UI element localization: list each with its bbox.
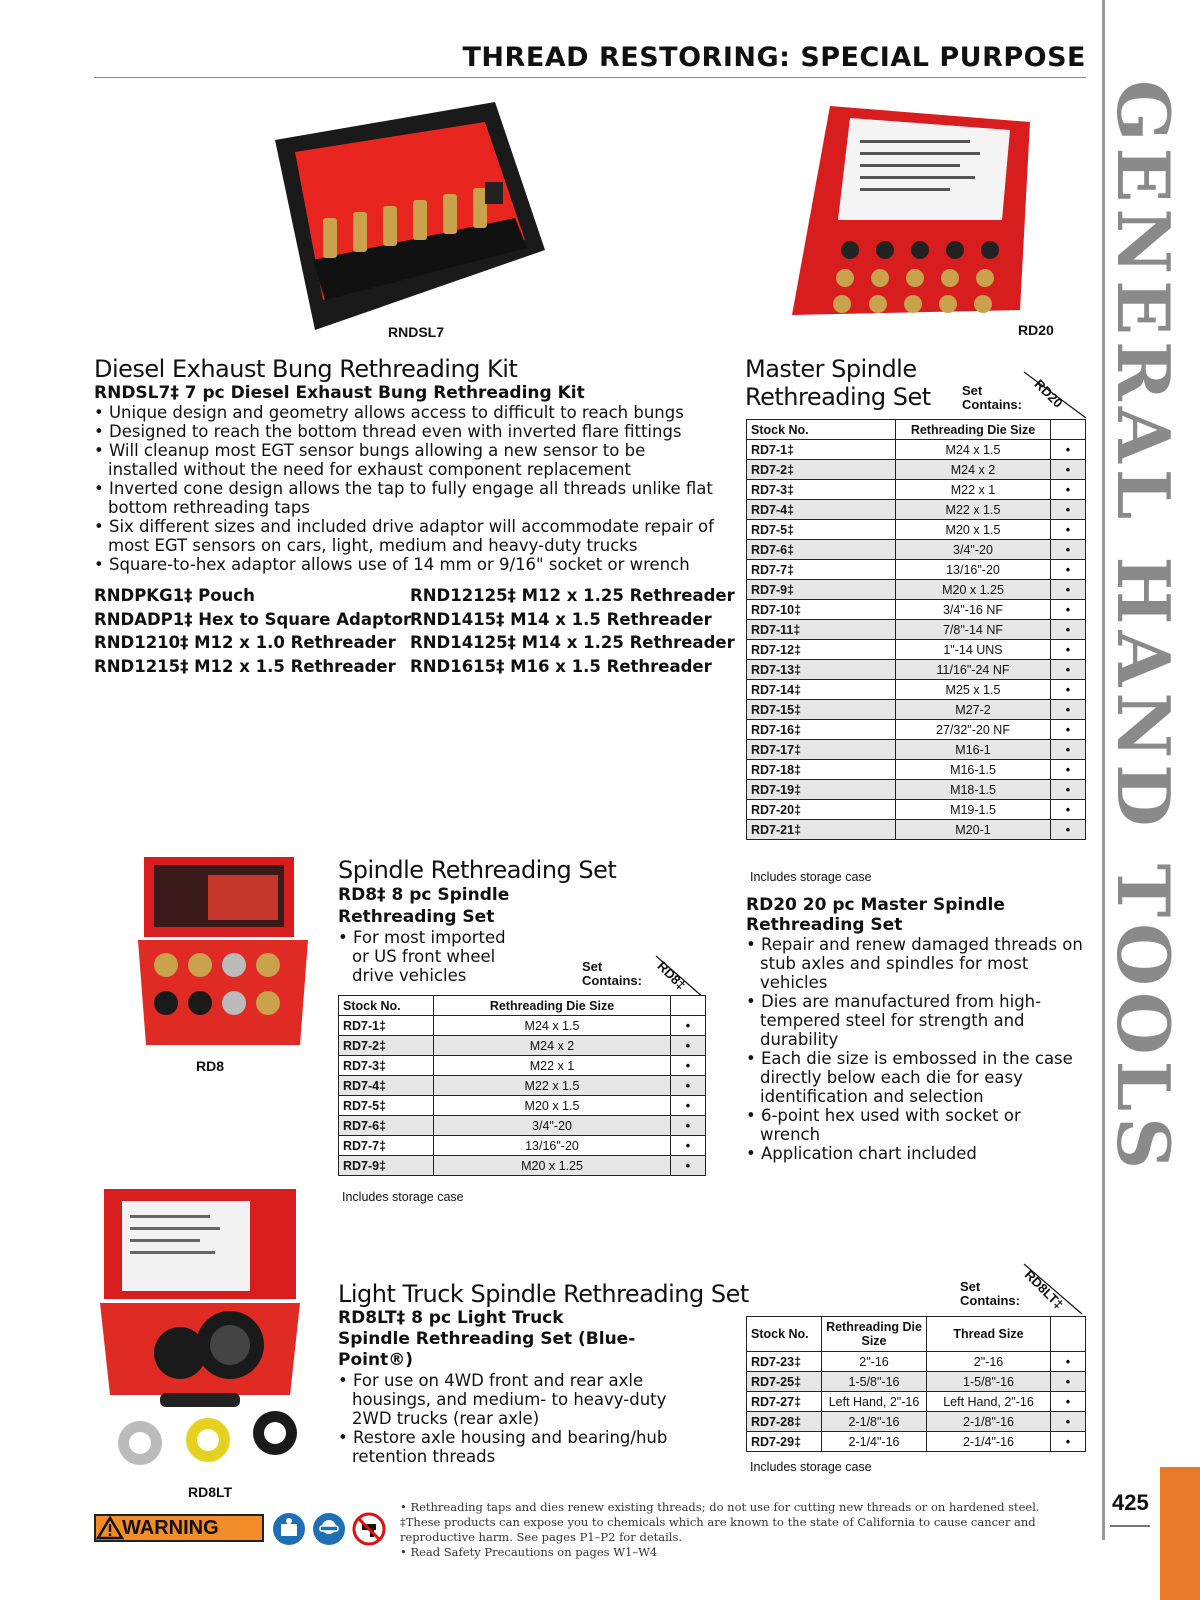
spindle-title: Spindle Rethreading Set — [338, 856, 617, 884]
page-tab — [1160, 1467, 1200, 1600]
bullet: • Application chart included — [746, 1144, 1086, 1163]
size-cell: 27/32"-20 NF — [896, 720, 1051, 740]
bullet: • Each die size is embossed in the case directly below each die for easy identification and selection — [746, 1049, 1086, 1106]
size-cell: M22 x 1 — [434, 1056, 671, 1076]
accessory-item: RNDADP1‡ Hex to Square Adaptor — [94, 609, 412, 629]
size-cell: M24 x 2 — [434, 1036, 671, 1056]
size-cell: 7/8"-14 NF — [896, 620, 1051, 640]
table-row — [747, 440, 1086, 460]
lighttruck-title: Light Truck Spindle Rethreading Set — [338, 1280, 749, 1308]
size-cell: M16-1 — [896, 740, 1051, 760]
table-row — [747, 600, 1086, 620]
size-cell: M20 x 1.5 — [896, 520, 1051, 540]
size-cell: M25 x 1.5 — [896, 680, 1051, 700]
size-cell: Left Hand, 2"-16 — [927, 1392, 1051, 1412]
stock-number-cell: RD7-2‡ — [747, 460, 896, 480]
size-cell: M19-1.5 — [896, 800, 1051, 820]
lighttruck-table — [746, 1316, 1086, 1452]
column-header: Stock No. — [339, 996, 434, 1016]
bullet: • Dies are manufactured from high-tempered steel for strength and durability — [746, 992, 1086, 1049]
rd8-case-image — [138, 855, 308, 1050]
lighttruck-set-code: RD8LT‡ — [1021, 1267, 1067, 1312]
stock-number-cell: RD7-25‡ — [747, 1372, 822, 1392]
rd20-caption: RD20 — [1018, 322, 1054, 338]
size-cell: M24 x 2 — [896, 460, 1051, 480]
master-bullets — [746, 935, 1086, 1163]
bullet: • Inverted cone design allows the tap to fully engage all threads unlike flat bottom rethreading taps — [94, 479, 714, 517]
table-row — [747, 660, 1086, 680]
accessory-item: RND14125‡ M14 x 1.25 Rethreader — [410, 633, 735, 652]
spindle-subtitle: RD8‡ 8 pc Spindle Rethreading Set — [338, 885, 510, 927]
bullet: • Will cleanup most EGT sensor bungs allowing a new sensor to be installed without the need for exhaust component replacement — [94, 441, 714, 479]
included-mark-cell: • — [1051, 780, 1086, 800]
size-cell: M22 x 1.5 — [896, 500, 1051, 520]
master-title-line2: Rethreading Set — [745, 383, 931, 411]
stock-number-cell: RD7-10‡ — [747, 600, 896, 620]
included-mark-cell: • — [1051, 1412, 1086, 1432]
size-cell: M27-2 — [896, 700, 1051, 720]
included-mark-cell: • — [671, 1076, 706, 1096]
table-row — [747, 800, 1086, 820]
stock-number-cell: RD7-28‡ — [747, 1412, 822, 1432]
column-header: Thread Size — [927, 1317, 1051, 1352]
bullet: • Restore axle housing and bearing/hub retention threads — [338, 1428, 668, 1466]
stock-number-cell: RD7-21‡ — [747, 820, 896, 840]
page-number-rule — [1110, 1525, 1150, 1527]
spindle-bullets — [338, 928, 523, 985]
diesel-subtitle: RNDSL7‡ 7 pc Diesel Exhaust Bung Rethreading Kit — [94, 383, 585, 403]
lighttruck-subtitle: RD8LT‡ 8 pc Light Truck Spindle Rethreading Set (Blue-Point®) — [338, 1308, 636, 1370]
included-mark-cell: • — [1051, 520, 1086, 540]
master-set-contains: Set Contains: — [962, 383, 1022, 412]
included-mark-cell: • — [1051, 1432, 1086, 1452]
table-row — [747, 760, 1086, 780]
size-cell: 1-5/8"-16 — [927, 1372, 1051, 1392]
read-manual-icon — [272, 1512, 306, 1546]
warning-triangle-icon — [96, 1516, 124, 1540]
table-row — [747, 640, 1086, 660]
size-cell: 1-5/8"-16 — [822, 1372, 927, 1392]
eye-protection-icon — [312, 1512, 346, 1546]
rndsl7-caption: RNDSL7 — [388, 324, 445, 340]
diesel-title: Diesel Exhaust Bung Rethreading Kit — [94, 355, 518, 383]
included-mark-cell: • — [671, 1056, 706, 1076]
master-table — [746, 419, 1086, 840]
size-cell: M22 x 1.5 — [434, 1076, 671, 1096]
column-header — [1051, 420, 1086, 440]
bullet: • Six different sizes and included drive adaptor will accommodate repair of most EGT sensors on cars, light, medium and heavy-duty trucks — [94, 517, 714, 555]
stock-number-cell: RD7-17‡ — [747, 740, 896, 760]
included-mark-cell: • — [671, 1116, 706, 1136]
table-row — [339, 1116, 706, 1136]
accessory-item: RND1215‡ M12 x 1.5 Rethreader — [94, 656, 396, 676]
footer-notes — [400, 1500, 1080, 1560]
stock-number-cell: RD7-4‡ — [339, 1076, 434, 1096]
master-storage-note: Includes storage case — [750, 870, 872, 884]
rndsl7-pouch-image — [245, 100, 550, 335]
stock-number-cell: RD7-29‡ — [747, 1432, 822, 1452]
master-subtitle: RD20 20 pc Master Spindle Rethreading Set — [746, 895, 1005, 935]
size-cell: Left Hand, 2"-16 — [822, 1392, 927, 1412]
stock-number-cell: RD7-16‡ — [747, 720, 896, 740]
included-mark-cell: • — [1051, 620, 1086, 640]
footer-note: • Rethreading taps and dies renew existing threads; do not use for cutting new threads or on hardened steel. — [400, 1500, 1040, 1514]
stock-number-cell: RD7-14‡ — [747, 680, 896, 700]
accessory-item: RND1615‡ M16 x 1.5 Rethreader — [410, 656, 712, 676]
header-rule — [94, 77, 1086, 78]
included-mark-cell: • — [1051, 740, 1086, 760]
rd8lt-case-image — [100, 1185, 305, 1470]
table-row — [339, 1096, 706, 1116]
stock-number-cell: RD7-6‡ — [339, 1116, 434, 1136]
footer-note: ‡These products can expose you to chemicals which are known to the state of California to cause cancer and reproductive harm. See pages P1–P2 for details. — [400, 1515, 1036, 1544]
included-mark-cell: • — [671, 1096, 706, 1116]
table-row — [747, 540, 1086, 560]
stock-number-cell: RD7-9‡ — [339, 1156, 434, 1176]
table-row — [747, 1412, 1086, 1432]
size-cell: 1"-14 UNS — [896, 640, 1051, 660]
table-row — [747, 1372, 1086, 1392]
table-row — [747, 460, 1086, 480]
stock-number-cell: RD7-7‡ — [339, 1136, 434, 1156]
table-row — [747, 1352, 1086, 1372]
table-row — [747, 520, 1086, 540]
included-mark-cell: • — [1051, 760, 1086, 780]
table-row — [747, 480, 1086, 500]
stock-number-cell: RD7-23‡ — [747, 1352, 822, 1372]
table-row — [747, 680, 1086, 700]
included-mark-cell: • — [1051, 440, 1086, 460]
accessory-item: RND1415‡ M14 x 1.5 Rethreader — [410, 609, 712, 629]
size-cell: M22 x 1 — [896, 480, 1051, 500]
included-mark-cell: • — [1051, 1352, 1086, 1372]
table-row — [747, 740, 1086, 760]
size-cell: 3/4"-16 NF — [896, 600, 1051, 620]
size-cell: 13/16"-20 — [434, 1136, 671, 1156]
table-row — [339, 1056, 706, 1076]
spindle-table — [338, 995, 706, 1176]
included-mark-cell: • — [1051, 720, 1086, 740]
column-header: Stock No. — [747, 1317, 822, 1352]
size-cell: M18-1.5 — [896, 780, 1051, 800]
included-mark-cell: • — [671, 1156, 706, 1176]
size-cell: 13/16"-20 — [896, 560, 1051, 580]
spindle-set-code: RD8‡ — [654, 958, 689, 993]
stock-number-cell: RD7-1‡ — [339, 1016, 434, 1036]
included-mark-cell: • — [671, 1136, 706, 1156]
table-row — [747, 1392, 1086, 1412]
master-set-code: RD20 — [1031, 376, 1066, 411]
table-row — [747, 1432, 1086, 1452]
spindle-set-contains: Set Contains: — [582, 959, 642, 988]
stock-number-cell: RD7-13‡ — [747, 660, 896, 680]
stock-number-cell: RD7-12‡ — [747, 640, 896, 660]
included-mark-cell: • — [1051, 640, 1086, 660]
included-mark-cell: • — [1051, 660, 1086, 680]
size-cell: 2-1/8"-16 — [822, 1412, 927, 1432]
table-row — [339, 1076, 706, 1096]
bullet: • Designed to reach the bottom thread even with inverted flare fittings — [94, 422, 714, 441]
column-header: Rethreading Die Size — [896, 420, 1051, 440]
table-row — [339, 1136, 706, 1156]
size-cell: M20 x 1.5 — [434, 1096, 671, 1116]
stock-number-cell: RD7-6‡ — [747, 540, 896, 560]
stock-number-cell: RD7-5‡ — [747, 520, 896, 540]
size-cell: M20 x 1.25 — [896, 580, 1051, 600]
master-title — [745, 355, 931, 411]
size-cell: M24 x 1.5 — [434, 1016, 671, 1036]
bullet: • 6-point hex used with socket or wrench — [746, 1106, 1086, 1144]
lighttruck-set-contains: Set Contains: — [960, 1279, 1020, 1308]
table-row — [747, 560, 1086, 580]
accessory-item: RND12125‡ M12 x 1.25 Rethreader — [410, 586, 735, 605]
table-row — [747, 580, 1086, 600]
included-mark-cell: • — [1051, 480, 1086, 500]
page-number: 425 — [1112, 1490, 1149, 1515]
accessory-item: RNDPKG1‡ Pouch — [94, 586, 255, 605]
master-title-line1: Master Spindle — [745, 355, 917, 383]
section-tab: GENERAL HAND TOOLS — [1101, 80, 1186, 1176]
rd8lt-caption: RD8LT — [188, 1484, 233, 1500]
stock-number-cell: RD7-20‡ — [747, 800, 896, 820]
included-mark-cell: • — [1051, 580, 1086, 600]
included-mark-cell: • — [1051, 540, 1086, 560]
stock-number-cell: RD7-4‡ — [747, 500, 896, 520]
column-header — [671, 996, 706, 1016]
table-row — [747, 820, 1086, 840]
diesel-accessories-left — [94, 584, 411, 678]
page-title: THREAD RESTORING: SPECIAL PURPOSE — [462, 42, 1086, 73]
included-mark-cell: • — [1051, 600, 1086, 620]
stock-number-cell: RD7-1‡ — [747, 440, 896, 460]
rd8-caption: RD8 — [196, 1058, 225, 1074]
bullet: • For most imported or US front wheel drive vehicles — [338, 928, 523, 985]
master-description — [746, 895, 1086, 1163]
spindle-storage-note: Includes storage case — [342, 1190, 464, 1204]
stock-number-cell: RD7-2‡ — [339, 1036, 434, 1056]
included-mark-cell: • — [1051, 560, 1086, 580]
size-cell: M24 x 1.5 — [896, 440, 1051, 460]
stock-number-cell: RD7-19‡ — [747, 780, 896, 800]
warning-label: WARNING — [122, 1517, 219, 1539]
stock-number-cell: RD7-15‡ — [747, 700, 896, 720]
diesel-section — [94, 355, 714, 574]
table-row — [339, 1156, 706, 1176]
size-cell: 2-1/8"-16 — [927, 1412, 1051, 1432]
included-mark-cell: • — [1051, 820, 1086, 840]
diesel-accessories-right — [410, 584, 735, 678]
included-mark-cell: • — [671, 1016, 706, 1036]
table-row — [747, 500, 1086, 520]
rd20-case-image — [790, 100, 1040, 350]
diesel-bullets — [94, 403, 714, 574]
stock-number-cell: RD7-3‡ — [339, 1056, 434, 1076]
size-cell: M20-1 — [896, 820, 1051, 840]
size-cell: 2-1/4"-16 — [822, 1432, 927, 1452]
size-cell: 2"-16 — [822, 1352, 927, 1372]
included-mark-cell: • — [1051, 800, 1086, 820]
accessory-item: RND1210‡ M12 x 1.0 Rethreader — [94, 633, 396, 652]
bullet: • Unique design and geometry allows access to difficult to reach bungs — [94, 403, 714, 422]
included-mark-cell: • — [1051, 1392, 1086, 1412]
size-cell: 2"-16 — [927, 1352, 1051, 1372]
included-mark-cell: • — [1051, 460, 1086, 480]
included-mark-cell: • — [671, 1036, 706, 1056]
column-header: Rethreading Die Size — [434, 996, 671, 1016]
size-cell: M20 x 1.25 — [434, 1156, 671, 1176]
lighttruck-storage-note: Includes storage case — [750, 1460, 872, 1474]
stock-number-cell: RD7-7‡ — [747, 560, 896, 580]
bullet: • Repair and renew damaged threads on stub axles and spindles for most vehicles — [746, 935, 1086, 992]
size-cell: M16-1.5 — [896, 760, 1051, 780]
column-header: Stock No. — [747, 420, 896, 440]
lighttruck-section — [338, 1280, 749, 1466]
bullet: • Square-to-hex adaptor allows use of 14 mm or 9/16" socket or wrench — [94, 555, 714, 574]
included-mark-cell: • — [1051, 500, 1086, 520]
stock-number-cell: RD7-5‡ — [339, 1096, 434, 1116]
bullet: • For use on 4WD front and rear axle housings, and medium- to heavy-duty 2WD trucks (rear axle) — [338, 1371, 668, 1428]
lighttruck-bullets — [338, 1371, 668, 1466]
table-row — [339, 1036, 706, 1056]
table-row — [747, 700, 1086, 720]
table-row — [747, 620, 1086, 640]
size-cell: 11/16"-24 NF — [896, 660, 1051, 680]
column-header — [1051, 1317, 1086, 1352]
stock-number-cell: RD7-3‡ — [747, 480, 896, 500]
included-mark-cell: • — [1051, 1372, 1086, 1392]
stock-number-cell: RD7-11‡ — [747, 620, 896, 640]
included-mark-cell: • — [1051, 680, 1086, 700]
stock-number-cell: RD7-9‡ — [747, 580, 896, 600]
footer-note: • Read Safety Precautions on pages W1–W4 — [400, 1545, 658, 1559]
size-cell: 3/4"-20 — [896, 540, 1051, 560]
stock-number-cell: RD7-18‡ — [747, 760, 896, 780]
table-row — [747, 780, 1086, 800]
column-header: Rethreading Die Size — [822, 1317, 927, 1352]
size-cell: 2-1/4"-16 — [927, 1432, 1051, 1452]
stock-number-cell: RD7-27‡ — [747, 1392, 822, 1412]
size-cell: 3/4"-20 — [434, 1116, 671, 1136]
included-mark-cell: • — [1051, 700, 1086, 720]
table-row — [747, 720, 1086, 740]
table-row — [339, 1016, 706, 1036]
no-impact-tool-icon — [352, 1512, 386, 1546]
